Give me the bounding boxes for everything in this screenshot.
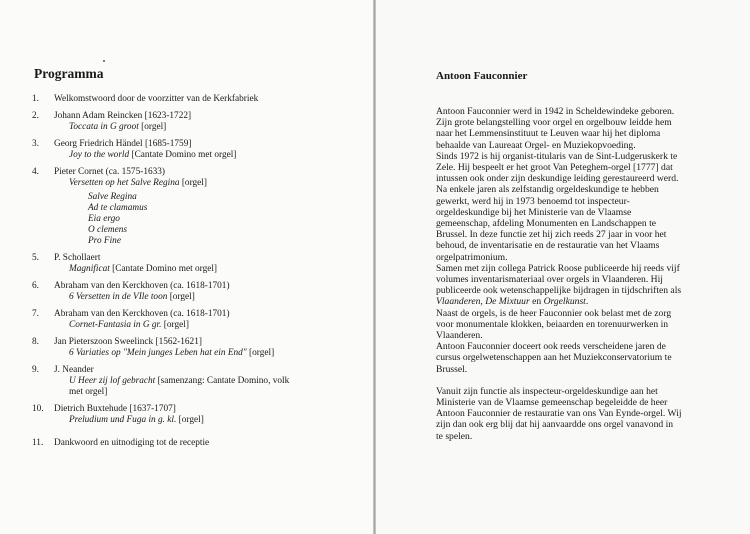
bio-line: behoud, de inventarisatie en de restauratie van het Vlaams (436, 240, 660, 252)
biography-text (436, 106, 726, 442)
work-scoring: [orgel] (176, 415, 204, 425)
item-work (69, 264, 367, 275)
verse-list (88, 192, 367, 247)
item-title: Pieter Cornet (ca. 1575-1633) (54, 167, 166, 177)
bio-line: Naast de orgels, is de heer Fauconnier ook belast met de zorg (436, 307, 672, 319)
work-scoring: [orgel] (161, 320, 189, 330)
item-title: J. Neander (54, 365, 94, 375)
item-title: P. Schollaert (54, 253, 101, 263)
item-number: 6. (32, 281, 39, 291)
bio-line: Zele. Hij bespeelt er het groot Van Peteghem-orgel [1777] dat (436, 162, 673, 174)
item-work-cont: met orgel] (69, 387, 108, 397)
work-scoring: [orgel] (179, 178, 207, 188)
bio-line: Na enkele jaren als zelfstandig orgeldeskundige te hebben (436, 184, 659, 196)
bio-line: zijn dan ook erg blij dat hij aanvaardde ons orgel vanavond in (436, 419, 674, 431)
bio-paragraph (436, 106, 726, 375)
separator: en (529, 296, 544, 308)
programme-item (32, 281, 367, 303)
bio-line: cursus orgelwetenschappen aan het Muziekconservatorium te (436, 352, 672, 364)
item-number: 2. (32, 111, 39, 121)
programme-item (32, 111, 367, 133)
programme-list (32, 94, 367, 455)
item-number: 7. (32, 309, 39, 319)
bio-line: Zijn grote belangstelling voor orgel en orgelbouw leidde hem (436, 117, 672, 129)
journal-name: Orgelkunst (543, 296, 586, 308)
programme-item (32, 365, 367, 398)
item-work (69, 320, 367, 331)
work-scoring: [samenzang: Cantate Domino, volk (155, 376, 290, 386)
item-work (69, 415, 367, 426)
programme-item (32, 404, 367, 426)
verse: Eia ergo (88, 214, 120, 224)
journal-name: Vlaanderen (436, 296, 481, 308)
work-title: 6 Versetten in de VIle toon (69, 292, 168, 302)
bio-line: orgelpatrimonium. (436, 251, 508, 263)
item-work (69, 122, 367, 133)
bio-line: Antoon Fauconnier de restauratie van ons Van Eynde-orgel. Wij (436, 408, 682, 420)
bio-line: volumes inventarismateriaal over orgels in Vlaanderen. Hij (436, 274, 663, 286)
item-title: Abraham van den Kerckhoven (ca. 1618-1701) (54, 281, 230, 291)
bio-line: Ministerie van de Vlaamse gemeenschap begeleidde de heer (436, 397, 668, 409)
bio-line: Samen met zijn collega Patrick Roose publiceerde hij reeds vijf (436, 262, 680, 274)
item-number: 5. (32, 253, 39, 263)
item-number: 8. (32, 337, 39, 347)
item-title: Dankwoord en uitnodiging tot de receptie (54, 438, 210, 448)
item-work (69, 348, 367, 359)
work-title: 6 Variaties op "Mein junges Leben hat ein End" (69, 348, 247, 358)
item-work (69, 150, 367, 161)
work-title: Magnificat (69, 264, 110, 274)
bio-line: Antoon Fauconnier werd in 1942 in Scheldewindeke geboren. (436, 106, 675, 117)
separator: . (585, 296, 589, 308)
item-number: 10. (32, 404, 44, 414)
item-work (69, 292, 367, 303)
bio-line: naar het Lemmensinstituut te Leuven waar hij het diploma (436, 128, 661, 140)
bio-line: Vanuit zijn functie als inspecteur-orgeldeskundige aan het (436, 385, 658, 397)
work-title: Toccata in G groot (69, 122, 139, 132)
work-title: Versetten op het Salve Regina (69, 178, 180, 188)
bio-line: orgeldeskundige bij het Ministerie van de Vlaamse (436, 206, 632, 218)
bio-line: Sinds 1972 is hij organist-titularis van de Sint-Ludgeruskerk te (436, 150, 678, 162)
bio-line: te spelen. (436, 430, 473, 442)
separator: , (480, 296, 486, 308)
work-scoring: [Cantate Domino met orgel] (109, 264, 218, 274)
bio-line: gewerkt, werd hij in 1973 benoemd tot inspecteur- (436, 195, 630, 207)
speck (103, 60, 105, 62)
verse: Salve Regina (88, 192, 137, 202)
verse: Pro Fine (88, 236, 121, 246)
bio-line: publiceerde ook wetenschappelijke bijdragen in tijdschriften als (436, 285, 682, 297)
work-title: Joy to the world (69, 150, 130, 160)
work-scoring: [Cantate Domino met orgel] (129, 150, 237, 160)
work-title: Cornet-Fantasia in G gr. (69, 320, 162, 330)
right-page (376, 0, 750, 534)
work-title: Preludium und Fuga in g. kl. (69, 415, 177, 425)
work-scoring: [orgel] (246, 348, 275, 358)
programme-item (32, 337, 367, 359)
verse: O clemens (88, 225, 127, 235)
item-number: 4. (32, 167, 39, 177)
bio-line: Brussel. (436, 363, 468, 375)
bio-line: behaalde van Laureaat Orgel- en Muziekopvoeding. (436, 139, 636, 151)
bio-line: intussen ook onder zijn deskundige leiding gerestaureerd werd. (436, 173, 679, 185)
item-title: Welkomstwoord door de voorzitter van de Kerkfabriek (54, 94, 259, 104)
item-number: 1. (32, 94, 39, 104)
bio-line: gemeenschap, afdeling Monumenten en Landschappen te (436, 218, 657, 230)
item-number: 9. (32, 365, 39, 375)
item-title: Dietrich Buxtehude [1637-1707] (54, 404, 176, 414)
programme-item (32, 94, 367, 105)
programme-item (32, 139, 367, 161)
item-title: Jan Pieterszoon Sweelinck [1562-1621] (54, 337, 202, 347)
verse: Ad te clamamus (88, 203, 148, 213)
biography-title: Antoon Fauconnier (436, 70, 528, 82)
work-scoring: [orgel] (138, 122, 167, 132)
programme-item (32, 167, 367, 247)
item-work (69, 178, 367, 189)
bio-line: voor monumentale klokken, beiaarden en torenuurwerken in (436, 318, 669, 330)
journal-name: De Mixtuur (485, 296, 530, 308)
bio-line: Antoon Fauconnier doceert ook reeds verscheidene jaren de (436, 341, 666, 353)
programme-item (32, 309, 367, 331)
left-page (0, 0, 373, 534)
work-scoring: [orgel] (167, 292, 195, 302)
programme-item (32, 253, 367, 275)
page-title: Programma (34, 66, 104, 81)
bio-line: Vlaanderen. (436, 330, 483, 342)
bio-line: Brussel. In deze functie zet hij zich reeds 27 jaar in voor het (436, 229, 667, 241)
programme-item (32, 438, 367, 449)
item-title: Abraham van den Kerckhoven (ca. 1618-1701) (54, 309, 230, 319)
bio-line (436, 296, 726, 307)
item-number: 3. (32, 139, 39, 149)
item-number: 11. (32, 438, 44, 448)
work-title: U Heer zij lof gebracht (69, 376, 156, 386)
item-title: Georg Friedrich Händel [1685-1759] (54, 139, 192, 149)
item-work (69, 376, 367, 387)
bio-closing (436, 386, 726, 442)
item-title: Johann Adam Reincken [1623-1722] (54, 111, 192, 121)
